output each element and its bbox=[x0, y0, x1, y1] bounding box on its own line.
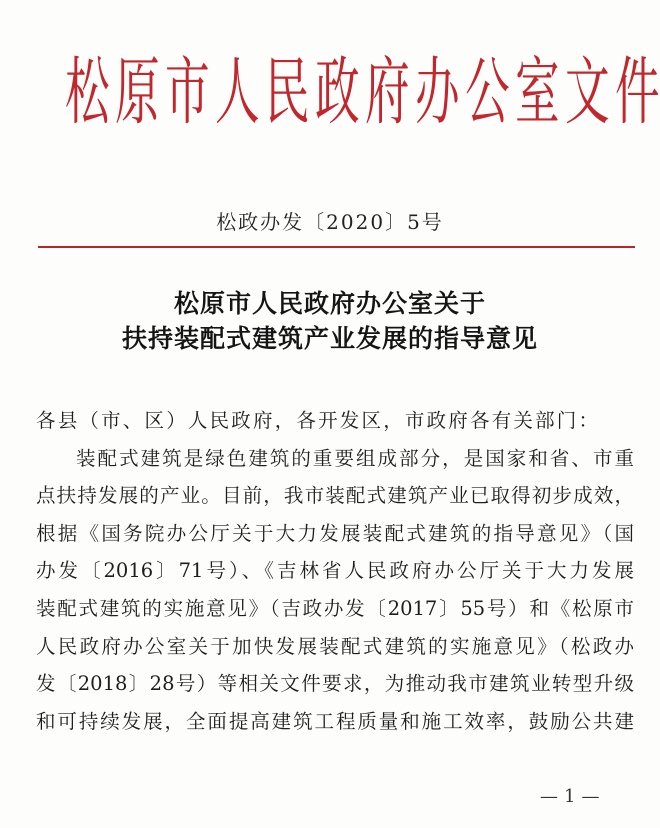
masthead-char: 文 bbox=[565, 48, 610, 135]
title-line-1: 松原市人民政府办公室关于 bbox=[173, 289, 486, 318]
body-line: 发〔2018〕28号）等相关文件要求，为推动我市建筑业转型升级 bbox=[36, 672, 634, 696]
masthead-title bbox=[58, 46, 660, 138]
red-divider-rule bbox=[38, 246, 635, 248]
body-line: 人民政府办公室关于加快发展装配式建筑的实施意见》（松政办 bbox=[36, 634, 634, 658]
body-line: 装配式建筑的实施意见》（吉政办发〔2017〕55号）和《松原市 bbox=[36, 596, 634, 620]
masthead-char: 松 bbox=[65, 48, 110, 135]
document-title bbox=[0, 286, 660, 356]
body-line: 装配式建筑是绿色建筑的重要组成部分，是国家和省、市重 bbox=[76, 446, 634, 470]
salutation: 各县（市、区）人民政府，各开发区，市政府各有关部门： bbox=[36, 409, 601, 432]
body-line: 点扶持发展的产业。目前，我市装配式建筑产业已取得初步成效， bbox=[36, 484, 634, 508]
masthead-char: 原 bbox=[115, 48, 160, 135]
body-line: 和可持续发展，全面提高建筑工程质量和施工效率，鼓励公共建 bbox=[36, 709, 634, 733]
masthead-char: 府 bbox=[365, 48, 410, 135]
masthead-char: 民 bbox=[265, 48, 310, 135]
masthead-char: 办 bbox=[415, 48, 460, 135]
document-number: 松政办发〔2020〕5号 bbox=[216, 210, 444, 234]
masthead-char: 室 bbox=[515, 48, 560, 135]
body-line: 办发〔2016〕71号）、《吉林省人民政府办公厅关于大力发展 bbox=[36, 559, 634, 583]
masthead-char: 人 bbox=[215, 48, 260, 135]
masthead-char: 公 bbox=[465, 48, 510, 135]
masthead-char: 件 bbox=[615, 48, 660, 135]
masthead-char: 市 bbox=[165, 48, 210, 135]
title-line-2: 扶持装配式建筑产业发展的指导意见 bbox=[121, 324, 538, 353]
masthead-char: 政 bbox=[315, 48, 360, 135]
body-line: 根据《国务院办公厅关于大力发展装配式建筑的指导意见》（国 bbox=[36, 521, 634, 545]
document-body bbox=[36, 402, 634, 740]
page-number: —1— bbox=[540, 786, 606, 807]
